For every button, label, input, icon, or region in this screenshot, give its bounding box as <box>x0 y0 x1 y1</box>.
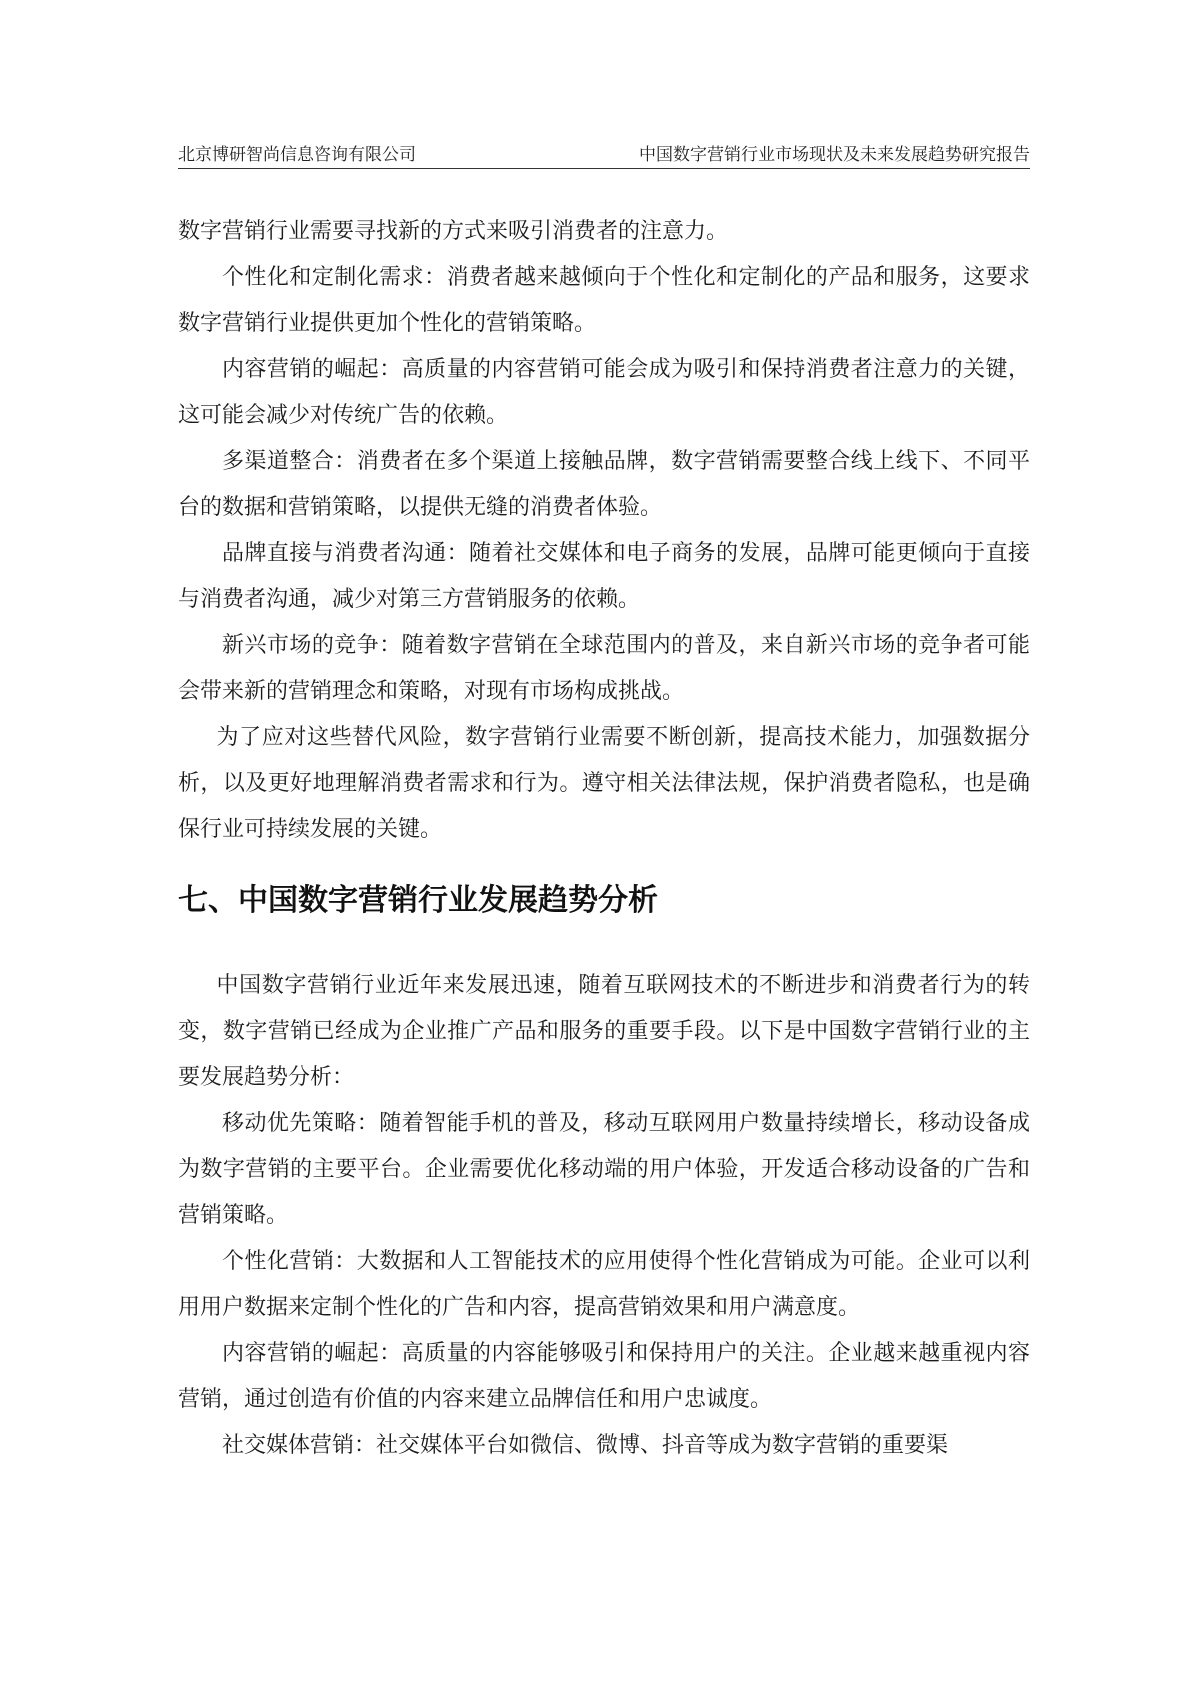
paragraph-emerging-market-competition: 新兴市场的竞争：随着数字营销在全球范围内的普及，来自新兴市场的竞争者可能会带来新的营销理念和策略，对现有市场构成挑战。 <box>178 633 1030 704</box>
section-heading: 七、中国数字营销行业发展趋势分析 <box>178 883 658 918</box>
page-header <box>178 144 1030 169</box>
paragraph-content-marketing-rise: 内容营销的崛起：高质量的内容营销可能会成为吸引和保持消费者注意力的关键，这可能会减少对传统广告的依赖。 <box>178 357 1030 428</box>
paragraph-personalization-demand: 个性化和定制化需求：消费者越来越倾向于个性化和定制化的产品和服务，这要求数字营销行业提供更加个性化的营销策略。 <box>178 265 1030 336</box>
paragraph-content-marketing: 内容营销的崛起：高质量的内容能够吸引和保持用户的关注。企业越来越重视内容营销，通过创造有价值的内容来建立品牌信任和用户忠诚度。 <box>178 1341 1030 1412</box>
paragraph-brand-direct-communication: 品牌直接与消费者沟通：随着社交媒体和电子商务的发展，品牌可能更倾向于直接与消费者沟通，减少对第三方营销服务的依赖。 <box>178 541 1030 612</box>
header-company-name: 北京博研智尚信息咨询有限公司 <box>178 145 416 165</box>
header-report-title: 中国数字营销行业市场现状及未来发展趋势研究报告 <box>639 145 1030 165</box>
body-text-section <box>178 963 1030 1469</box>
paragraph-mobile-first: 移动优先策略：随着智能手机的普及，移动互联网用户数量持续增长，移动设备成为数字营销的主要平台。企业需要优化移动端的用户体验，开发适合移动设备的广告和营销策略。 <box>178 1111 1030 1228</box>
paragraph-multichannel-integration: 多渠道整合：消费者在多个渠道上接触品牌，数字营销需要整合线上线下、不同平台的数据和营销策略，以提供无缝的消费者体验。 <box>178 449 1030 520</box>
paragraph-risk-response: 为了应对这些替代风险，数字营销行业需要不断创新，提高技术能力，加强数据分析，以及更好地理解消费者需求和行为。遵守相关法律法规，保护消费者隐私，也是确保行业可持续发展的关键。 <box>178 725 1030 842</box>
body-text-top <box>178 209 1030 853</box>
paragraph-personalized-marketing: 个性化营销：大数据和人工智能技术的应用使得个性化营销成为可能。企业可以利用用户数据来定制个性化的广告和内容，提高营销效果和用户满意度。 <box>178 1249 1030 1320</box>
paragraph-social-media-marketing: 社交媒体营销：社交媒体平台如微信、微博、抖音等成为数字营销的重要渠 <box>222 1433 949 1458</box>
paragraph-continuation: 数字营销行业需要寻找新的方式来吸引消费者的注意力。 <box>178 219 729 244</box>
paragraph-section-intro: 中国数字营销行业近年来发展迅速，随着互联网技术的不断进步和消费者行为的转变，数字营销已经成为企业推广产品和服务的重要手段。以下是中国数字营销行业的主要发展趋势分析： <box>178 973 1030 1090</box>
